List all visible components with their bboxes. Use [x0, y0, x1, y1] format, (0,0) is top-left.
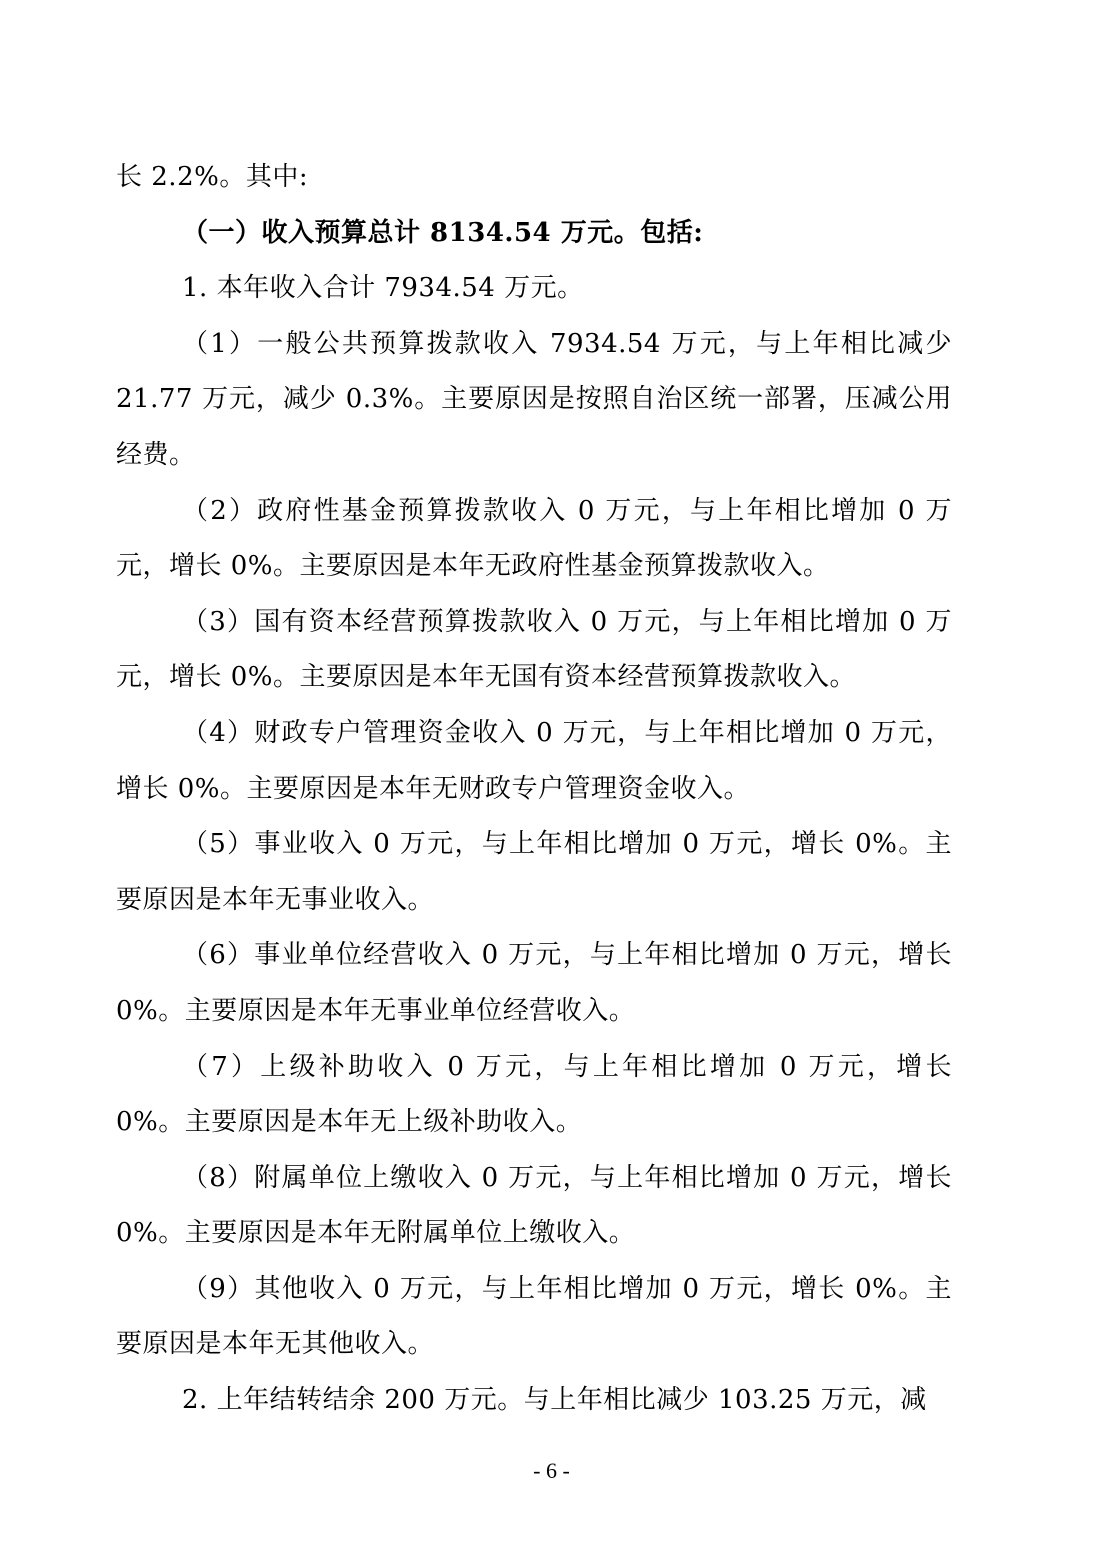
paragraph-general-budget-income: （1）一般公共预算拨款收入 7934.54 万元，与上年相比减少 21.77 万元，减少 0.3%。主要原因是按照自治区统一部署，压减公用经费。: [116, 328, 952, 470]
page-number: - 6 -: [533, 1458, 570, 1483]
paragraph-operating-income: （6）事业单位经营收入 0 万元，与上年相比增加 0 万元，增长 0%。主要原因是本年无事业单位经营收入。: [116, 940, 952, 1026]
paragraph-government-fund-income: （2）政府性基金预算拨款收入 0 万元，与上年相比增加 0 万元，增长 0%。主要原因是本年无政府性基金预算拨款收入。: [116, 495, 952, 582]
paragraph-superior-subsidy-income: （7）上级补助收入 0 万元，与上年相比增加 0 万元，增长 0%。主要原因是本年无上级补助收入。: [116, 1051, 952, 1138]
paragraph-business-income: （5）事业收入 0 万元，与上年相比增加 0 万元，增长 0%。主要原因是本年无事业收入。: [116, 829, 952, 915]
paragraph-special-account-income: （4）财政专户管理资金收入 0 万元，与上年相比增加 0 万元，增长 0%。主要原因是本年无财政专户管理资金收入。: [116, 717, 952, 804]
document-body: [116, 150, 952, 1429]
paragraph-continuation: 长 2.2%。其中:: [116, 162, 309, 192]
paragraph-current-year-income: 1. 本年收入合计 7934.54 万元。: [182, 273, 584, 304]
paragraph-other-income: （9）其他收入 0 万元，与上年相比增加 0 万元，增长 0%。主要原因是本年无其他收入。: [116, 1273, 952, 1360]
paragraph-state-capital-income: （3）国有资本经营预算拨款收入 0 万元，与上年相比增加 0 万元，增长 0%。主要原因是本年无国有资本经营预算拨款收入。: [116, 606, 952, 693]
section-heading-income-budget: （一）收入预算总计 8134.54 万元。包括:: [182, 217, 704, 248]
paragraph-affiliated-unit-income: （8）附属单位上缴收入 0 万元，与上年相比增加 0 万元，增长 0%。主要原因是本年无附属单位上缴收入。: [116, 1162, 952, 1249]
paragraph-carryover-balance: 2. 上年结转结余 200 万元。与上年相比减少 103.25 万元，减: [182, 1385, 927, 1416]
